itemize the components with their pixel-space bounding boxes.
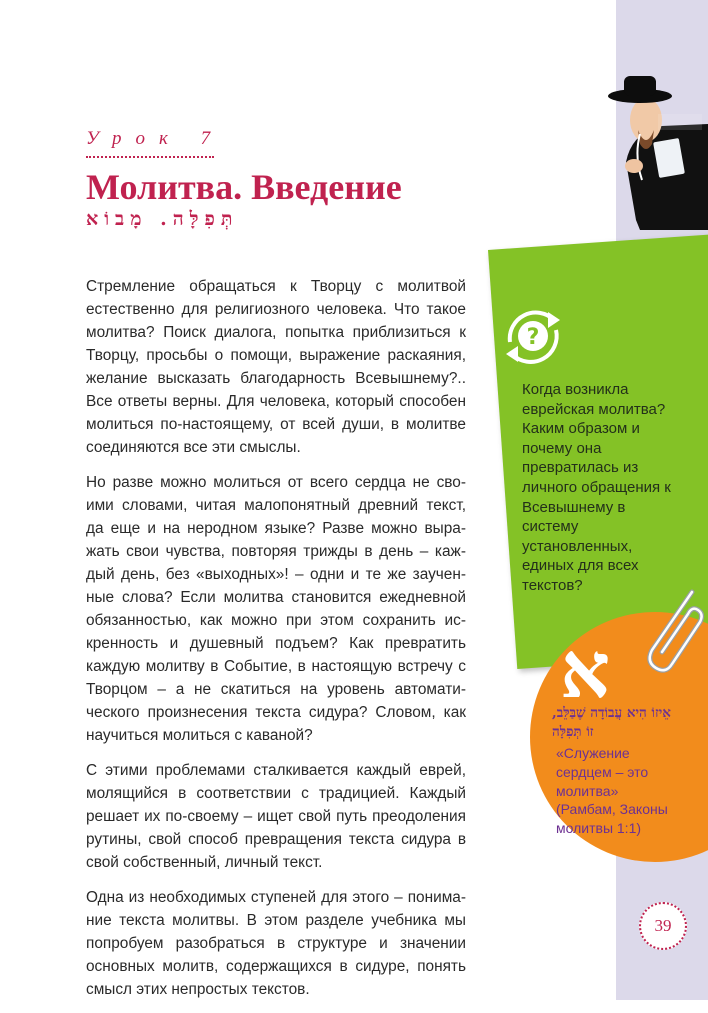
hebrew-quote: אֵיזוֹ הִיא עֲבוֹדָה שֶׁבַּלֵּב, זוֹ תְּפִלָּה xyxy=(552,705,671,740)
hebrew-title: תְּפִלָּה. מָבוֹא xyxy=(86,208,239,230)
paragraph-3: С этими проблемами сталкивается каждый еврей, молящийся в соответствии с традицией. Каждый решает их по-своему – ищет свой путь преодоления рутины, свой способ превращения текста сидура в свой собственный, личный текст. xyxy=(86,762,466,871)
paperclip-icon xyxy=(640,586,708,682)
lesson-label: Урок 7 xyxy=(86,128,225,149)
paragraph-1: Стремление обращаться к Творцу с молитвой естественно для религиозного человека. Что такое молитва? Поиск диалога, попытка приблизиться к Творцу, просьбы о помощи, выражение раскаяния, желание высказать благодарность Всевышнему?.. Все ответы верны. Для человека, который способен молиться по-настоящему, от всей души, в молитве соединяются все эти смыслы. xyxy=(86,278,466,456)
page-number: 39 xyxy=(639,902,687,950)
sidebar-question: Когда возникла еврейская молитва? Каким образом и почему она превратилась из личного обращения к Всевышнему в систему установленных, единых для всех текстов? xyxy=(522,381,671,594)
praying-man-image xyxy=(596,70,708,230)
page-title: Молитва. Введение xyxy=(86,167,402,207)
paragraph-2-text: Но разве можно молиться от всего сердца не своими словами, читая малопонятный древний текст, да еще и на неродном языке? Разве можно выражать свои чувства, повторяя трижды в день – каждый день, без «выходных»! – одни и те же заученные слова? Если молитва становится ежедневной обязанностью, как можно при этом сохранить искренность и душевный подъем? Как превратить каждую молитву в Событие, в настоящую встречу с Творцом – а не скатиться на уровень автоматического произнесения текста сидура? Словом, как научиться молиться с каваной? xyxy=(86,474,466,744)
quote-translation: «Служение сердцем – это молитва» xyxy=(556,745,649,799)
aleph-letter: א xyxy=(560,625,611,716)
svg-text:?: ? xyxy=(526,325,540,350)
paragraph-4: Одна из необходимых ступеней для этого – понимание текста молитвы. В этом разделе учебника мы попробуем разобраться в структуре и значении основных молитв, содержащихся в сидуре, понять смысл этих непростых текстов. xyxy=(86,889,466,998)
quote-source: (Рамбам, Законы молитвы 1:1) xyxy=(556,801,668,836)
body-text xyxy=(86,275,466,1013)
lesson-divider xyxy=(86,156,214,158)
paragraph-2 xyxy=(86,471,466,747)
question-cycle-icon xyxy=(490,298,576,374)
